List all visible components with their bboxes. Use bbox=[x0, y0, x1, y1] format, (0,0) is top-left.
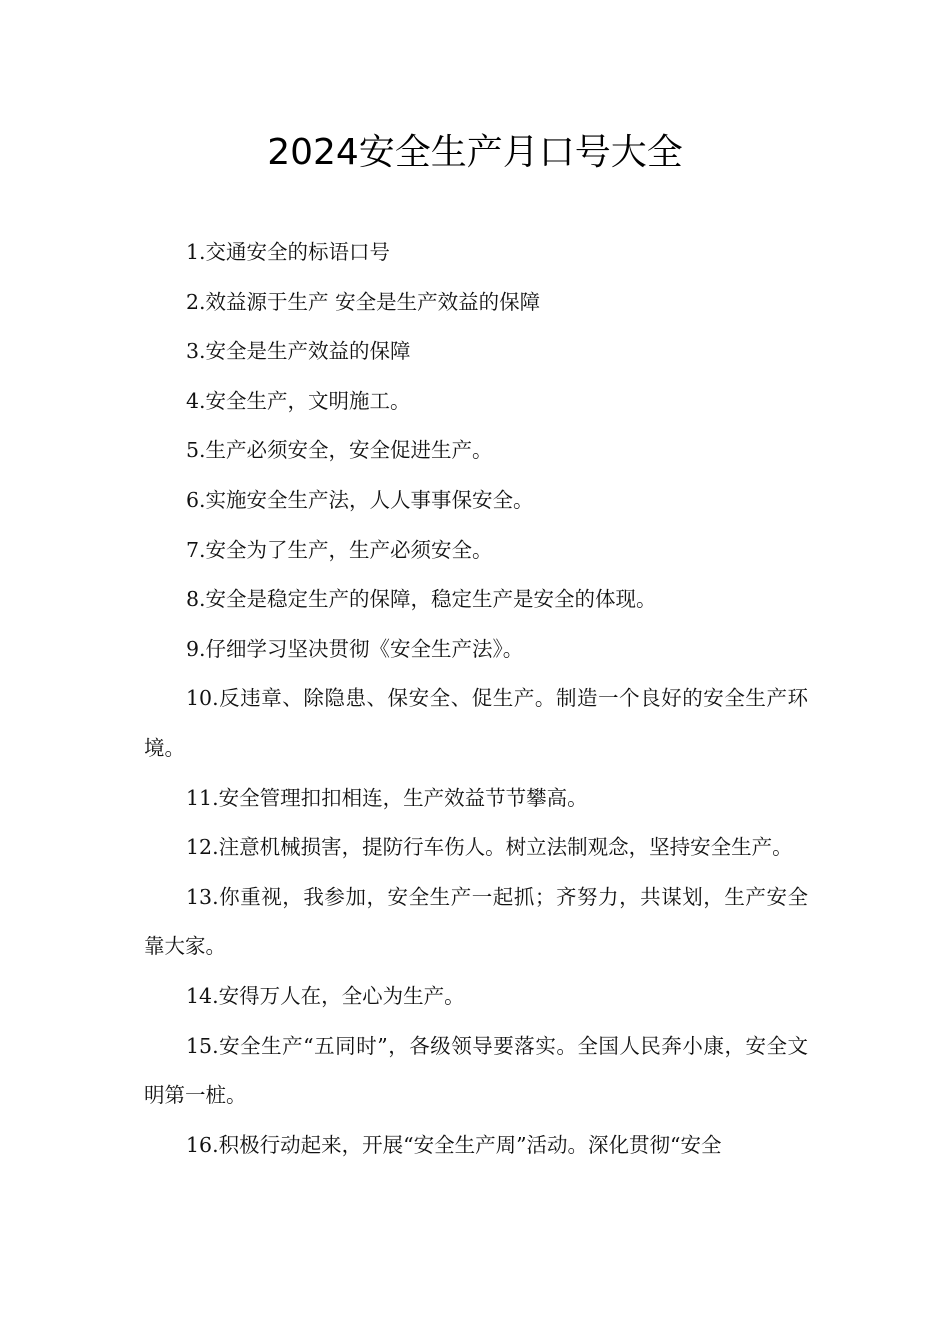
slogan-paragraph-12: 12.注意机械损害，提防行车伤人。树立法制观念，坚持安全生产。 bbox=[186, 835, 793, 860]
slogan-paragraph-14: 14.安得万人在，全心为生产。 bbox=[186, 983, 465, 1008]
slogan-paragraph-16: 16.积极行动起来，开展“安全生产周”活动。深化贯彻“安全 bbox=[186, 1132, 722, 1157]
document-body bbox=[144, 228, 808, 1170]
slogan-paragraph-2: 2.效益源于生产 安全是生产效益的保障 bbox=[186, 289, 541, 314]
slogan-paragraph-10: 10.反违章、除隐患、保安全、促生产。制造一个良好的安全生产环境。 bbox=[144, 686, 808, 760]
slogan-paragraph-9: 9.仔细学习坚决贯彻《安全生产法》。 bbox=[186, 636, 524, 661]
slogan-paragraph-1: 1.交通安全的标语口号 bbox=[186, 240, 391, 264]
document-title: 2024安全生产月口号大全 bbox=[267, 132, 683, 173]
slogan-paragraph-4: 4.安全生产，文明施工。 bbox=[186, 388, 411, 413]
slogan-paragraph-3: 3.安全是生产效益的保障 bbox=[186, 339, 411, 364]
slogan-paragraph-13: 13.你重视，我参加，安全生产一起抓；齐努力，共谋划，生产安全靠大家。 bbox=[144, 884, 808, 959]
slogan-paragraph-8: 8.安全是稳定生产的保障，稳定生产是安全的体现。 bbox=[186, 587, 657, 612]
slogan-paragraph-5: 5.生产必须安全，安全促进生产。 bbox=[186, 438, 493, 463]
slogan-paragraph-6: 6.实施安全生产法，人人事事保安全。 bbox=[186, 487, 534, 512]
slogan-paragraph-7: 7.安全为了生产，生产必须安全。 bbox=[186, 537, 493, 562]
slogan-paragraph-15: 15.安全生产“五同时”，各级领导要落实。全国人民奔小康，安全文明第一桩。 bbox=[144, 1033, 808, 1108]
slogan-paragraph-11: 11.安全管理扣扣相连，生产效益节节攀高。 bbox=[186, 785, 588, 810]
